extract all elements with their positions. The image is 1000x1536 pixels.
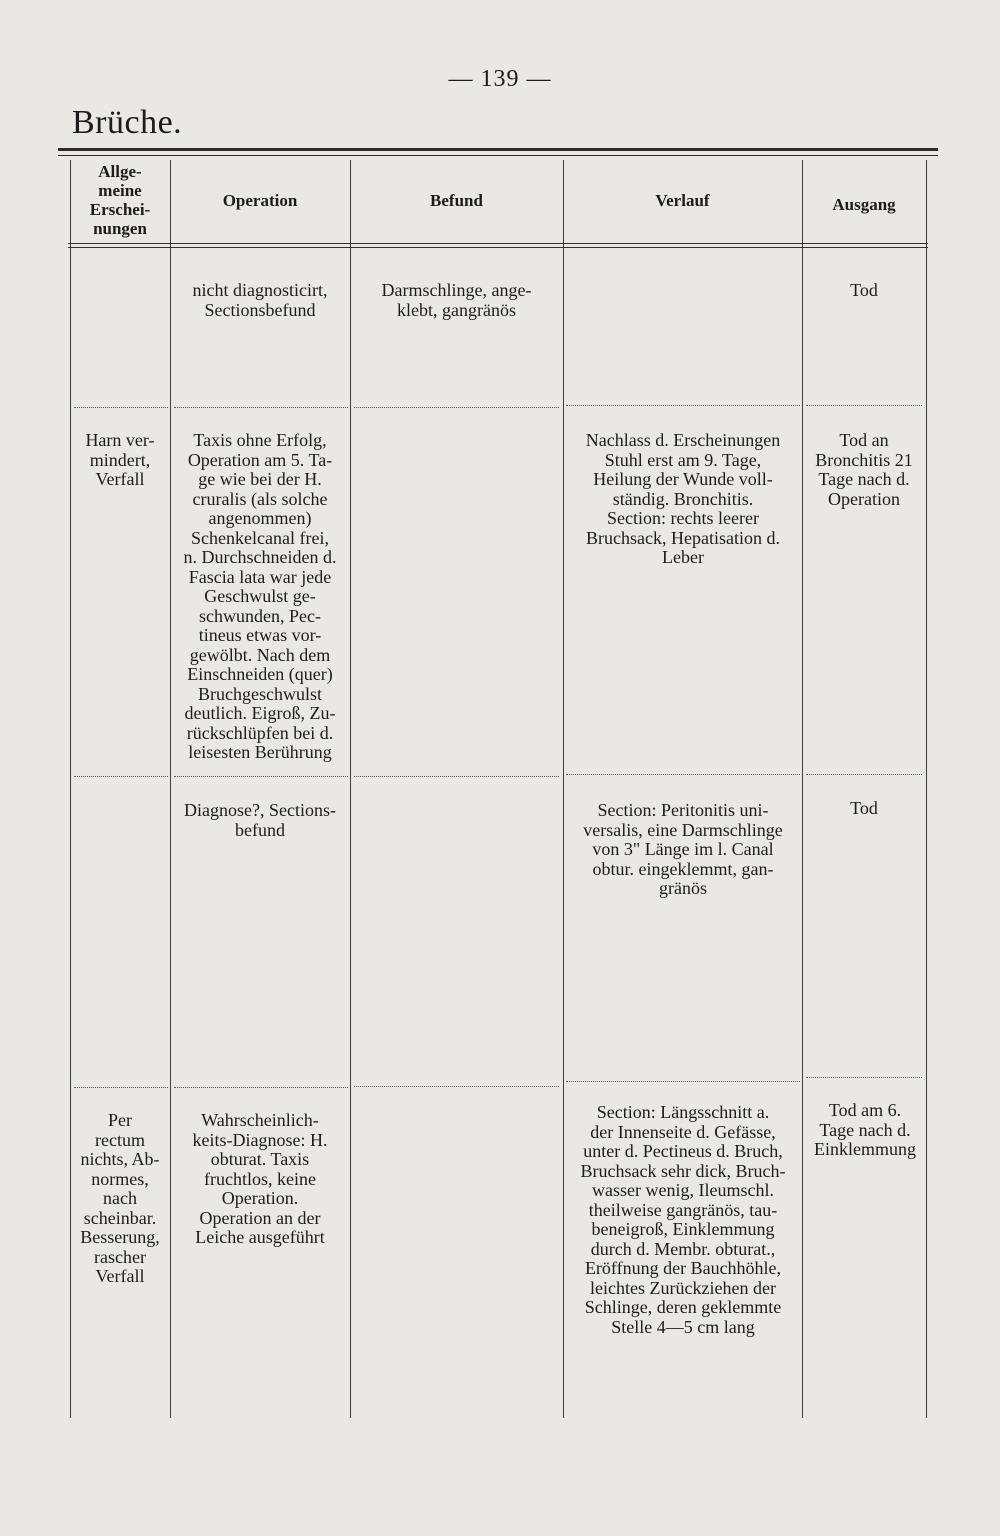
cell-allgemeine: Harn ver- mindert, Verfall <box>85 430 155 489</box>
row-separator <box>806 405 922 406</box>
column-divider <box>350 160 351 1418</box>
row-separator <box>174 1087 348 1088</box>
cell-verlauf: Nachlass d. Erscheinungen Stuhl erst am 9. Tage, Heilung der Wunde voll- ständig. Bronchitis. Section: rechts leerer Bruchsack, Hepatisation d. Leber <box>585 430 781 567</box>
row-separator <box>174 407 348 408</box>
cell-operation: Wahrscheinlich- keits-Diagnose: H. obturat. Taxis fruchtlos, keine Operation. Operation an der Leiche ausgeführt <box>192 1110 328 1247</box>
cell-ausgang: Tod an Bronchitis 21 Tage nach d. Operation <box>815 430 913 509</box>
header-rule <box>58 148 938 151</box>
header-befund: Befund <box>430 191 483 210</box>
table-left-border <box>70 160 71 1418</box>
header-allgemeine: Allge- meine Erschei- nungen <box>89 162 151 238</box>
cell-allgemeine: Per rectum nichts, Ab- normes, nach scheinbar. Besserung, rascher Verfall <box>80 1110 160 1286</box>
column-divider <box>802 160 803 1418</box>
row-separator <box>806 1077 922 1078</box>
header-ausgang: Ausgang <box>832 195 896 214</box>
row-separator <box>74 1087 168 1088</box>
page-number: — 139 — <box>448 66 552 92</box>
row-separator <box>566 405 800 406</box>
header-verlauf: Verlauf <box>655 191 710 210</box>
cell-ausgang: Tod <box>850 798 878 818</box>
cell-befund: Darmschlinge, ange- klebt, gangränös <box>381 280 532 320</box>
row-separator <box>566 1081 800 1082</box>
cell-operation: nicht diagnosticirt, Sectionsbefund <box>192 280 328 320</box>
section-title: Brüche. <box>72 104 183 141</box>
cell-verlauf: Section: Peritonitis uni- versalis, eine Darmschlinge von 3" Länge im l. Canal obtur. eingeklemmt, gan- gränös <box>583 800 783 898</box>
cell-ausgang: Tod <box>850 280 878 300</box>
row-separator <box>74 776 168 777</box>
row-separator <box>806 774 922 775</box>
column-divider <box>563 160 564 1418</box>
cell-verlauf: Section: Längsschnitt a. der Innenseite d. Gefässe, unter d. Pectineus d. Bruch, Bruchsack sehr dick, Bruch- wasser wenig, Ileumschl. theilweise gangränös, tau- beneigroß, Einklemmung durch d. Membr. obturat., Eröffnung der Bauchhöhle, leichtes Zurückziehen der Schlinge, deren geklemmte Stelle 4—5 cm lang <box>580 1102 786 1337</box>
column-divider <box>170 160 171 1418</box>
row-separator <box>174 776 348 777</box>
row-separator <box>354 407 559 408</box>
header-operation: Operation <box>222 191 298 210</box>
row-separator <box>566 774 800 775</box>
cell-operation: Diagnose?, Sections- befund <box>184 800 336 840</box>
header-bottom-rule <box>68 243 928 244</box>
cell-ausgang: Tod am 6. Tage nach d. Einklemmung <box>814 1100 916 1159</box>
cell-operation: Taxis ohne Erfolg, Operation am 5. Ta- ge wie bei der H. cruralis (als solche angenommen) Schenkelcanal frei, n. Durchschneiden d. Fascia lata war jede Geschwulst ge- schwunden, Pec- tineus etwas vor- gewölbt. Nach dem Einschneiden (quer) Bruchgeschwulst deutlich. Eigroß, Zu- rückschlüpfen bei d. leisesten Berührung <box>183 430 337 762</box>
table-right-border <box>926 160 927 1418</box>
row-separator <box>354 1086 559 1087</box>
header-rule-thin <box>58 155 938 156</box>
row-separator <box>354 776 559 777</box>
row-separator <box>74 407 168 408</box>
header-bottom-rule <box>68 247 928 248</box>
